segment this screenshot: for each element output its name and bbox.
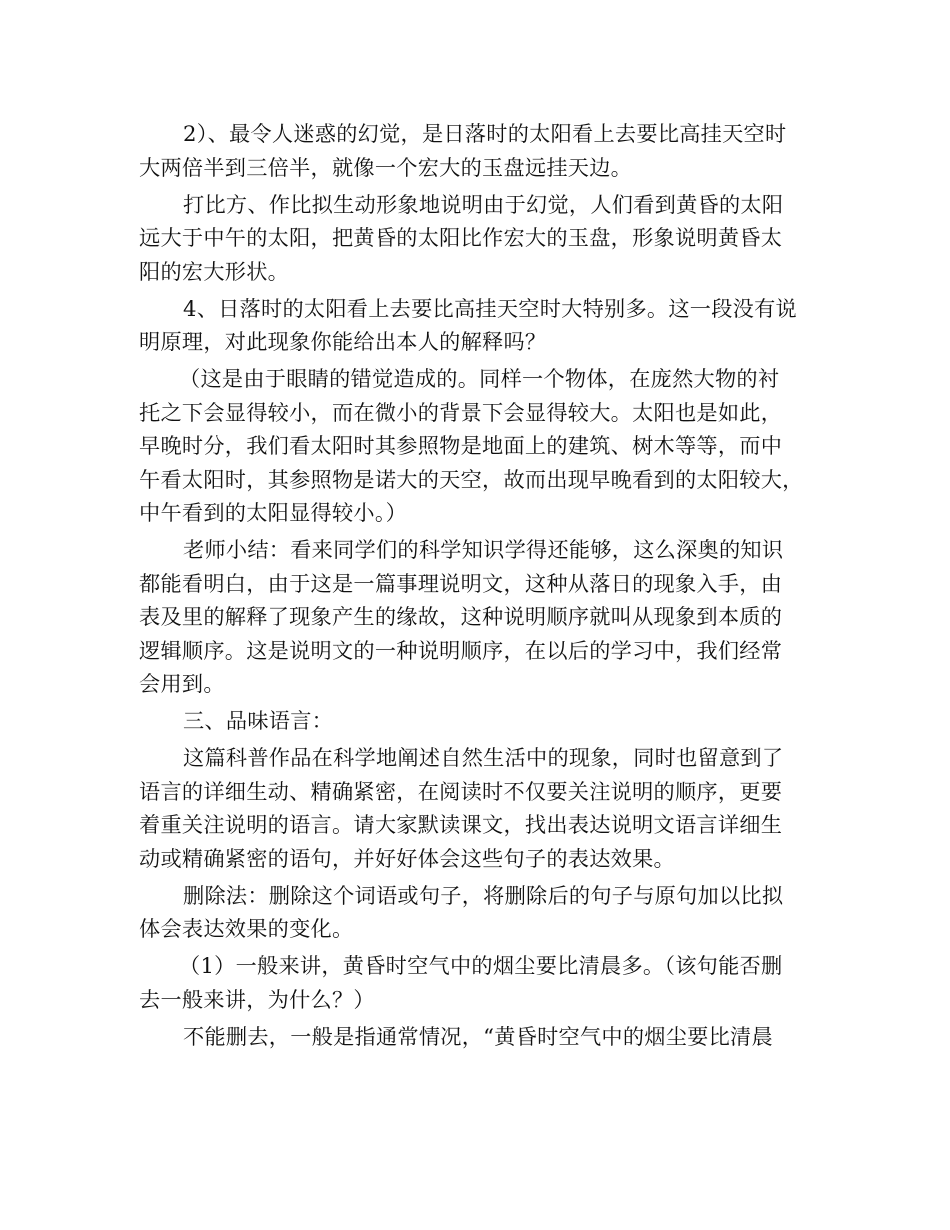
paragraph-line: 老师小结：看来同学们的科学知识学得还能够，这么深奥的知识 (183, 537, 784, 562)
paragraph-line: （这是由于眼睛的错觉造成的。同样一个物体，在庞然大物的衬 (179, 366, 780, 391)
paragraph-line: 早晚时分，我们看太阳时其参照物是地面上的建筑、树木等等，而中 (139, 433, 783, 458)
paragraph-line: 去一般来讲，为什么？） (139, 986, 375, 1012)
paragraph-line: 着重关注说明的语言。请大家默读课文，找出表达说明文语言详细生 (139, 812, 783, 837)
paragraph-line: 中午看到的太阳显得较小。） (139, 500, 408, 525)
paragraph-line: 语言的详细生动、精确紧密，在阅读时不仅要关注说明的顺序，更要 (139, 778, 783, 804)
paragraph-line: 这篇科普作品在科学地阐述自然生活中的现象，同时也留意到了 (183, 745, 784, 770)
paragraph-line: 删除法：删除这个词语或句子，将删除后的句子与原句加以比拟 (183, 882, 784, 908)
paragraph-line: 阳的宏大形状。 (139, 258, 290, 284)
paragraph-line: 4、日落时的太阳看上去要比高挂天空时大特别多。这一段没有说 (183, 295, 797, 321)
paragraph-line: 打比方、作比拟生动形象地说明由于幻觉，人们看到黄昏的太阳 (183, 191, 784, 217)
paragraph-line: 会用到。 (139, 671, 225, 696)
paragraph-line: 大两倍半到三倍半，就像一个宏大的玉盘远挂天边。 (139, 154, 633, 180)
paragraph-line: 远大于中午的太阳，把黄昏的太阳比作宏大的玉盘，形象说明黄昏太 (139, 225, 783, 250)
paragraph-line: 托之下会显得较小，而在微小的背景下会显得较大。太阳也是如此， (139, 399, 783, 425)
paragraph-line: 不能删去，一般是指通常情况，“黄昏时空气中的烟尘要比清晨 (183, 1023, 773, 1049)
paragraph-line: 动或精确紧密的语句，并好好体会这些句子的表达效果。 (139, 845, 675, 871)
paragraph-line: 2）、最令人迷惑的幻觉，是日落时的太阳看上去要比高挂天空时 (183, 121, 787, 146)
paragraph-line: 明原理，对此现象你能给出本人的解释吗？ (139, 329, 547, 354)
document-body (139, 117, 815, 1053)
paragraph-line: 都能看明白，由于这是一篇事理说明文，这种从落日的现象入手，由 (139, 570, 783, 596)
section-heading: 三、品味语言： (183, 708, 334, 733)
paragraph-line: 体会表达效果的变化。 (139, 916, 354, 941)
paragraph-line: 午看太阳时，其参照物是诺大的天空，故而出现早晚看到的太阳较大， (139, 466, 804, 492)
paragraph-line: 表及里的解释了现象产生的缘故，这种说明顺序就叫从现象到本质的 (139, 604, 783, 629)
paragraph-line: 逻辑顺序。这是说明文的一种说明顺序，在以后的学习中，我们经常 (139, 637, 783, 663)
paragraph-line: （1）一般来讲，黄昏时空气中的烟尘要比清晨多。（该句能否删 (179, 953, 783, 978)
